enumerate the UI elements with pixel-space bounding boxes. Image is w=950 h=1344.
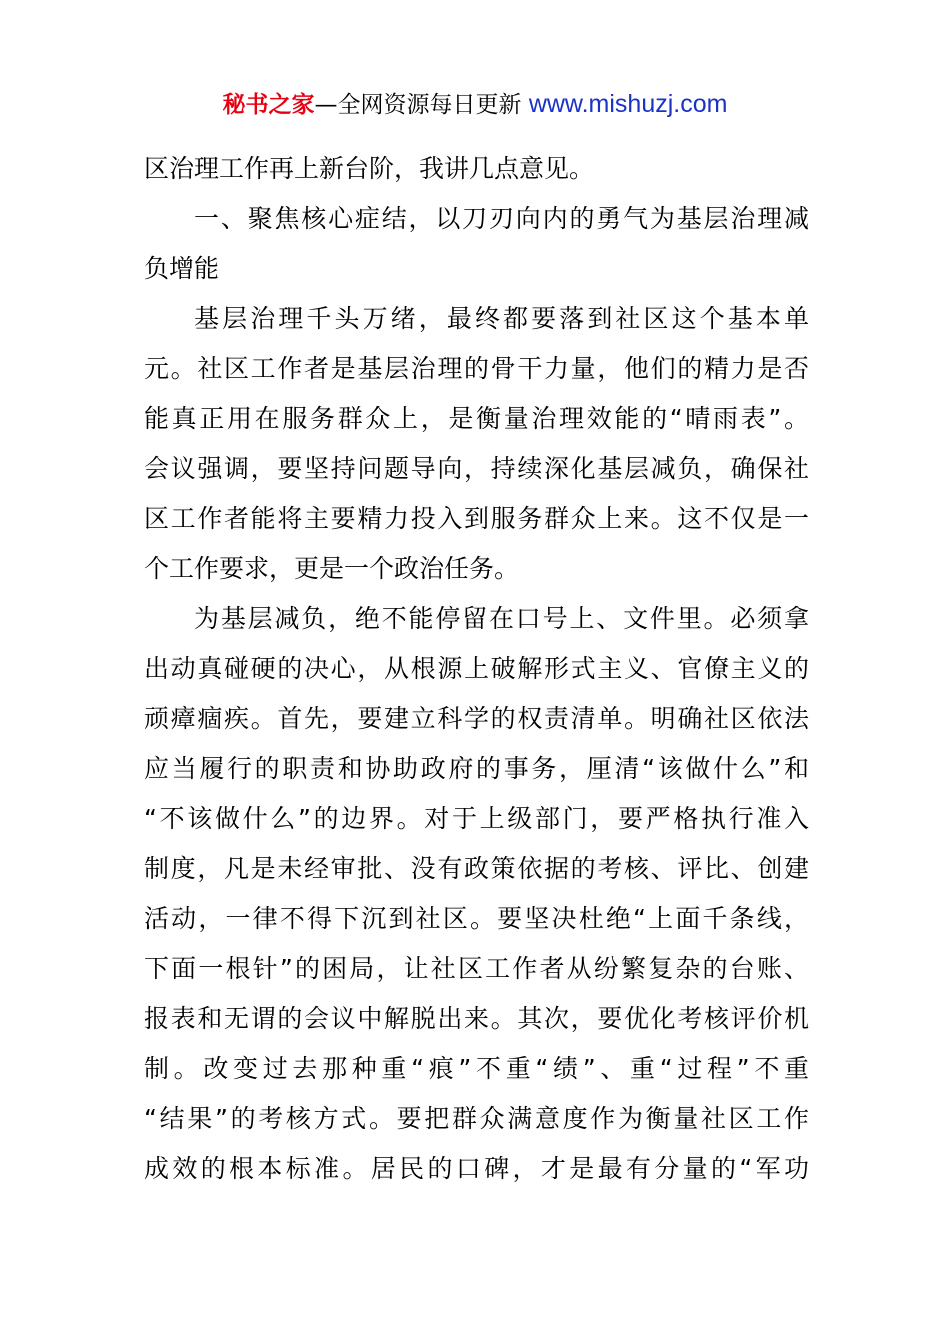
text-line: 个工作要求，更是一个政治任务。 bbox=[144, 554, 520, 583]
text-line: 元。社区工作者是基层治理的骨干力量，他们的精力是否 bbox=[144, 354, 809, 383]
text-line: 活动，一律不得下沉到社区。要坚决杜绝“上面千条线， bbox=[144, 904, 809, 933]
text-line: 为基层减负，绝不能停留在口号上、文件里。必须拿 bbox=[194, 604, 809, 633]
text-line: 能真正用在服务群众上，是衡量治理效能的“晴雨表”。 bbox=[144, 404, 809, 433]
text-line: 会议强调，要坚持问题导向，持续深化基层减负，确保社 bbox=[144, 454, 809, 483]
section-heading-line: 负增能 bbox=[144, 254, 220, 283]
text-line: 报表和无谓的会议中解脱出来。其次，要优化考核评价机 bbox=[144, 1004, 809, 1033]
header-tagline: —全网资源每日更新 bbox=[314, 92, 529, 118]
text-line: 顽瘴痼疾。首先，要建立科学的权责清单。明确社区依法 bbox=[144, 704, 809, 733]
brand-name: 秘书之家 bbox=[222, 92, 315, 118]
document-body bbox=[144, 144, 809, 1194]
text-line: 出动真碰硬的决心，从根源上破解形式主义、官僚主义的 bbox=[144, 654, 809, 683]
text-line: 基层治理千头万绪，最终都要落到社区这个基本单 bbox=[194, 304, 809, 333]
text-line: “不该做什么”的边界。对于上级部门，要严格执行准入 bbox=[144, 804, 809, 833]
text-line: 下面一根针”的困局，让社区工作者从纷繁复杂的台账、 bbox=[144, 954, 809, 983]
section-heading-line: 一、聚焦核心症结，以刀刃向内的勇气为基层治理减 bbox=[194, 204, 809, 233]
site-header bbox=[0, 86, 950, 123]
text-line: “结果”的考核方式。要把群众满意度作为衡量社区工作 bbox=[144, 1104, 809, 1133]
text-line: 应当履行的职责和协助政府的事务，厘清“该做什么”和 bbox=[144, 754, 809, 783]
text-line: 制度，凡是未经审批、没有政策依据的考核、评比、创建 bbox=[144, 854, 809, 883]
text-line: 区工作者能将主要精力投入到服务群众上来。这不仅是一 bbox=[144, 504, 809, 533]
site-url[interactable]: www.mishuzj.com bbox=[528, 90, 728, 118]
text-line: 制。改变过去那种重“痕”不重“绩”、重“过程”不重 bbox=[144, 1054, 809, 1083]
text-line: 成效的根本标准。居民的口碑，才是最有分量的“军功 bbox=[144, 1154, 809, 1183]
text-line: 区治理工作再上新台阶，我讲几点意见。 bbox=[144, 154, 595, 183]
